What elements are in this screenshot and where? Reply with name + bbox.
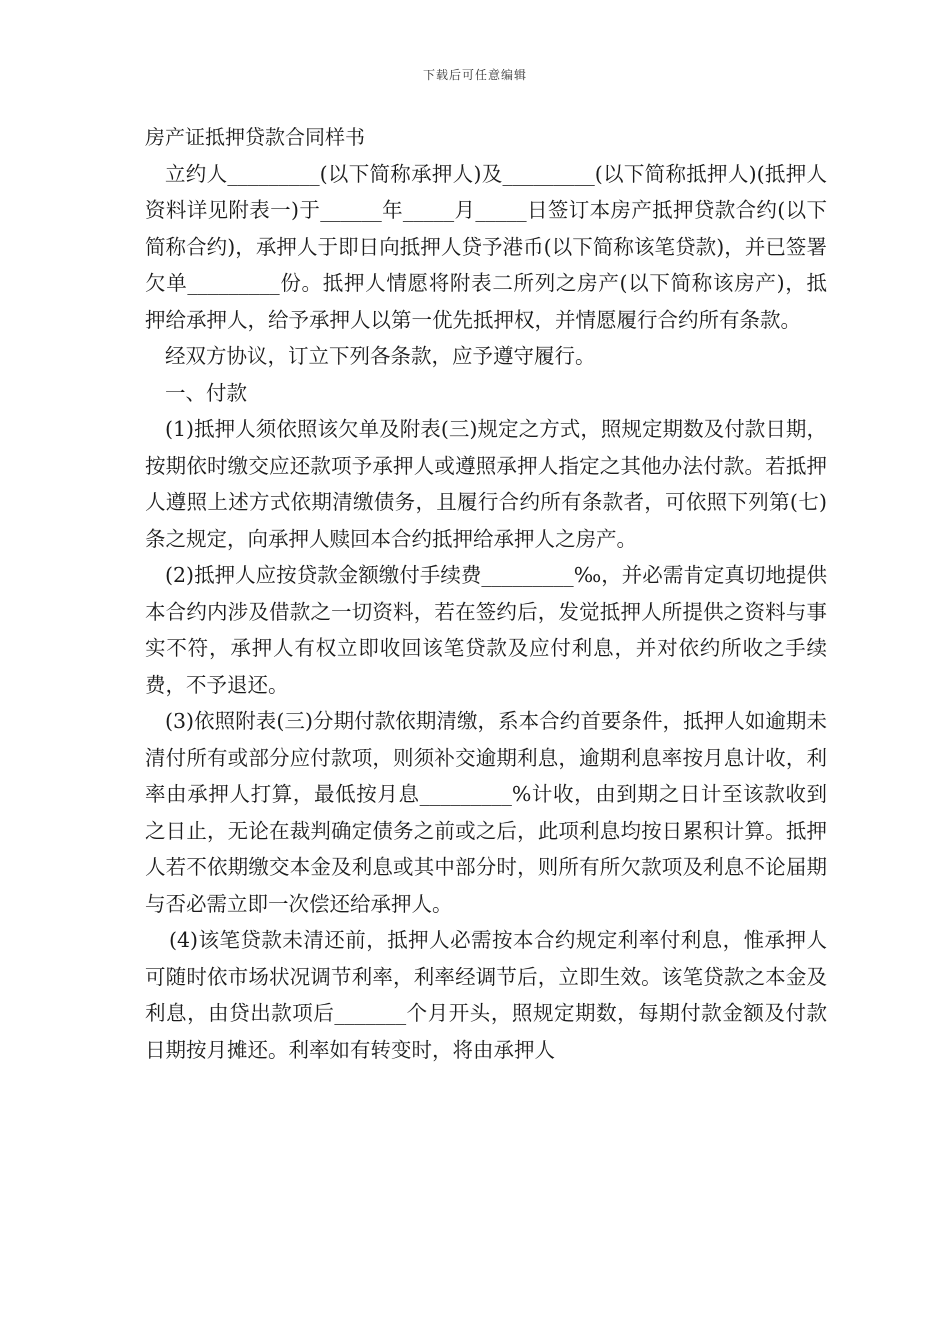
clause-1-paragraph: (1)抵押人须依照该欠单及附表(三)规定之方式，照规定期数及付款日期，按期依时缴交应还款项予承押人或遵照承押人指定之其他办法付款。若抵押人遵照上述方式依期清缴债务，且履行合约所有条款者，可依照下列第(七)条之规定，向承押人赎回本合约抵押给承押人之房产。: [145, 417, 827, 551]
clause-4-paragraph: (4)该笔贷款未清还前，抵押人必需按本合约规定利率付利息，惟承押人可随时依市场状况调节利率，利率经调节后，立即生效。该笔贷款之本金及利息，由贷出款项后_______个月开头，照规定期数，每期付款金额及付款日期按月摊还。利率如有转变时，将由承押人: [145, 928, 827, 1062]
agreement-paragraph: 经双方协议，订立下列各条款，应予遵守履行。: [165, 344, 596, 368]
preamble-paragraph: 立约人_________(以下简称承押人)及_________(以下简称抵押人)(抵押人资料详见附表一)于______年_____月_____日签订本房产抵押贷款合约(以下简称合约)，承押人于即日向抵押人贷予港币(以下简称该笔贷款)，并已签署欠单_________份。抵押人情愿将附表二所列之房产(以下简称该房产)，抵押给承押人，给予承押人以第一优先抵押权，并情愿履行合约所有条款。: [145, 161, 827, 332]
clause-3-paragraph: (3)依照附表(三)分期付款依期清缴，系本合约首要条件，抵押人如逾期未清付所有或部分应付款项，则须补交逾期利息，逾期利息率按月息计收，利率由承押人打算，最低按月息_________%计收，由到期之日计至该款收到之日止，无论在裁判确定债务之前或之后，此项利息均按日累积计算。抵押人若不依期缴交本金及利息或其中部分时，则所有所欠款项及利息不论届期与否必需立即一次偿还给承押人。: [145, 709, 827, 916]
page-header-note: 下载后可任意编辑: [422, 68, 527, 82]
document-title: 房产证抵押贷款合同样书: [145, 125, 365, 149]
section-heading-payment: 一、付款: [165, 380, 247, 405]
clause-2-paragraph: (2)抵押人应按贷款金额缴付手续费_________‰，并必需肯定真切地提供本合约内涉及借款之一切资料，若在签约后，发觉抵押人所提供之资料与事实不符，承押人有权立即收回该笔贷款及应付利息，并对依约所收之手续费，不予退还。: [145, 563, 827, 697]
contract-document: [145, 119, 827, 1068]
